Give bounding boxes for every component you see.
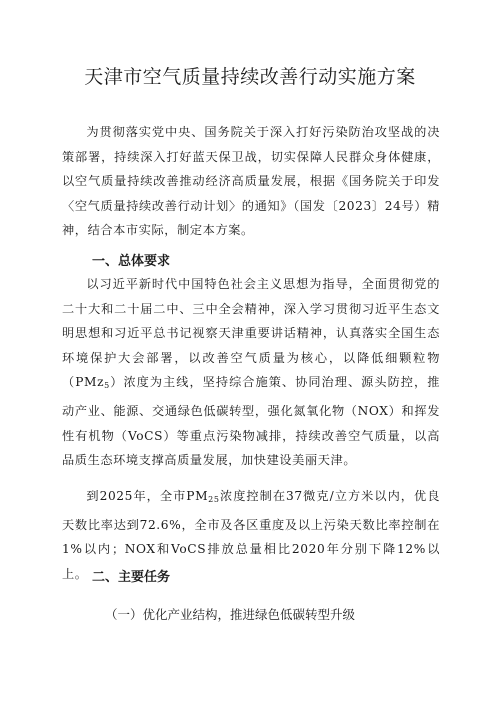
- section-heading-main-tasks: 二、主要任务: [92, 570, 171, 585]
- targets-text-b: 浓度控制在37微克/立方米以内，优良天数比率达到72.6%，全市及各区重度及以上污染天数比率控制在1%以内；NOX和VoCS排放总量相比2020年分别下降12%以上。: [62, 489, 440, 581]
- pm-subscript: 5: [104, 381, 110, 391]
- section-heading-general-requirements: 一、总体要求: [92, 254, 171, 269]
- document-title: 天津市空气质量持续改善行动实施方案: [84, 66, 416, 88]
- pm25-subscript: 25: [208, 495, 220, 504]
- intro-paragraph: 为贯彻落实党中央、国务院关于深入打好污染防治攻坚战的决策部署，持续深入打好蓝天保卫战，切实保障人民群众身体健康，以空气质量持续改善推动经济高质量发展，根据《国务院关于印发〈空气质量持续改善行动计划〉的通知》（国发〔2023〕24号）精神，结合本市实际，制定本方案。: [62, 125, 440, 238]
- general-requirements-text-b: ）浓度为主线，坚持综合施策、协同治理、源头防控，推动产业、能源、交通绿色低碳转型，强化氮氧化物（NOX）和挥发性有机物（VoCS）等重点污染物减排，持续改善空气质量，以高品质生态环境支撑高质量发展，加快建设美丽天津。: [62, 375, 440, 468]
- general-requirements-paragraph: [62, 272, 440, 473]
- targets-text-a: 到2025年，全市PM: [86, 489, 209, 503]
- general-requirements-text-a: 以习近平新时代中国特色社会主义思想为指导，全面贯彻党的二十大和二十届二中、三中全会精神，深入学习贯彻习近平生态文明思想和习近平总书记视察天津重要讲话精神，认真落实全国生态环境保护大会部署，以改善空气质量为核心，以降低细颗粒物（PMz: [62, 277, 440, 390]
- subsection-heading-industry: （一）优化产业结构，推进绿色低碳转型升级: [105, 607, 356, 622]
